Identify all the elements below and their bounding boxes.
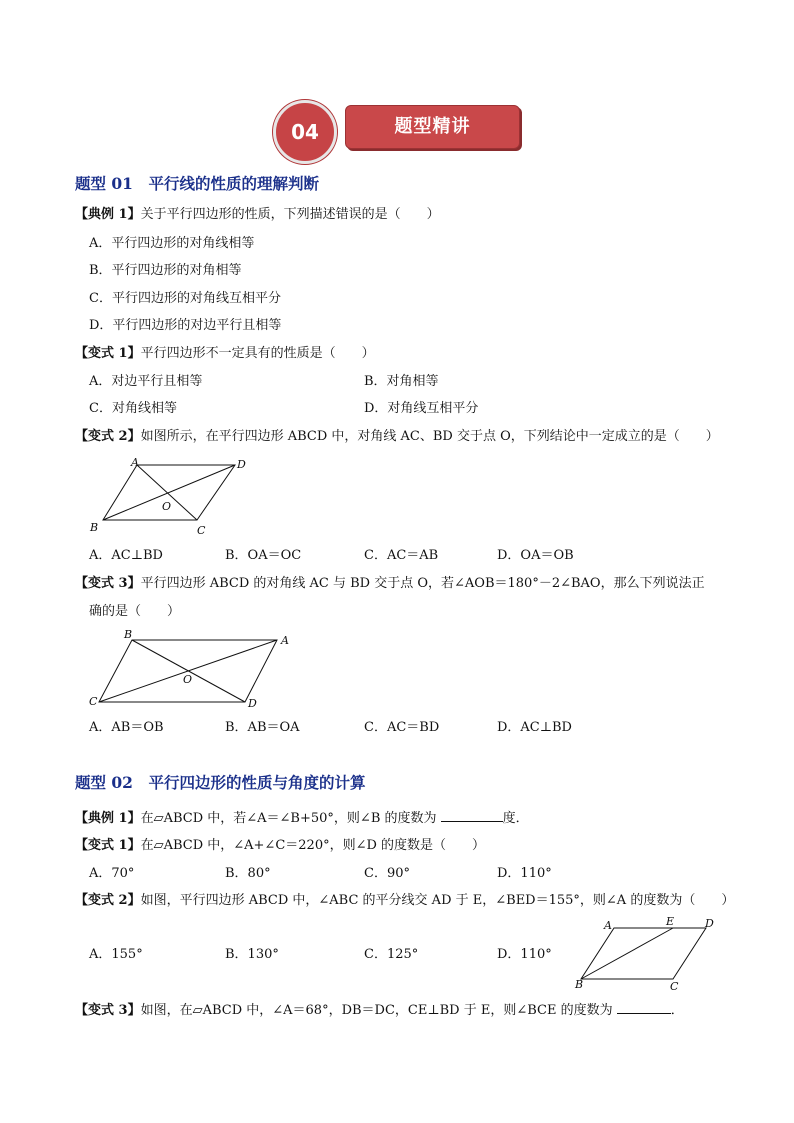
example-1-stem [75, 809, 529, 827]
variant-label: 【变式 3】 [75, 576, 141, 591]
example-label: 【典例 1】 [75, 811, 141, 826]
option-c: C．对角线相等 [89, 401, 177, 416]
option-d: D．OA＝OB [497, 548, 574, 563]
variant-2-stem [75, 429, 719, 445]
section-title-banner [345, 105, 520, 149]
point-label: A [604, 919, 612, 932]
question-text: 平行四边形不一定具有的性质是（ ） [140, 346, 375, 361]
question-text-end: ． [670, 1003, 684, 1018]
question-text: 如图，平行四边形 ABCD 中，∠ABC 的平分线交 AD 于 E，∠BED＝155°，则∠A 的度数为（ ） [140, 893, 735, 908]
option-c: C．平行四边形的对角线互相平分 [89, 291, 281, 306]
parallelogram-figure-3 [570, 913, 720, 993]
question-type-heading-1: 题型 01 平行线的性质的理解判断 [75, 174, 319, 193]
option-d: D．平行四边形的对边平行且相等 [89, 318, 282, 333]
option-d: D．110° [497, 866, 552, 881]
variant-label: 【变式 3】 [75, 1003, 141, 1018]
option-d: D．对角线互相平分 [364, 401, 479, 416]
option-b: B．130° [225, 947, 279, 962]
section-title: 题型精讲 [394, 116, 471, 137]
option-a: A．平行四边形的对角线相等 [89, 236, 255, 251]
question-text: 在▱ABCD 中，∠A+∠C＝220°，则∠D 的度数是（ ） [140, 838, 486, 853]
option-b: B．OA＝OC [225, 548, 302, 563]
option-b: B．80° [225, 866, 271, 881]
parallelogram-figure-2 [85, 624, 300, 714]
option-a: A．AB＝OB [89, 720, 164, 735]
point-label: B [124, 628, 133, 641]
variant-label: 【变式 2】 [75, 429, 141, 444]
point-label: D [705, 917, 714, 930]
point-label: E [666, 915, 675, 928]
option-c: C．125° [364, 947, 419, 962]
point-label: B [90, 521, 99, 534]
question-text-end: 度． [502, 811, 529, 826]
option-a: A．AC⊥BD [89, 548, 163, 563]
variant-2-stem [75, 893, 734, 909]
option-b: B．AB＝OA [225, 720, 300, 735]
point-label: C [670, 980, 679, 993]
point-label: D [237, 458, 246, 471]
point-label: O [162, 500, 172, 513]
option-c: C．90° [364, 866, 410, 881]
question-type-heading-2: 题型 02 平行四边形的性质与角度的计算 [75, 773, 366, 792]
point-label: D [248, 697, 257, 710]
point-label: C [197, 524, 206, 537]
question-text: 平行四边形 ABCD 的对角线 AC 与 BD 交于点 O，若∠AOB＝180°－2∠BAO，那么下列说法正 [140, 576, 705, 591]
variant-3-stem-continued: 确的是（ ） [89, 604, 181, 619]
question-text: 关于平行四边形的性质，下列描述错误的是（ ） [140, 207, 440, 222]
variant-label: 【变式 2】 [75, 893, 141, 908]
answer-blank[interactable] [441, 809, 503, 822]
option-a: A．对边平行且相等 [89, 374, 203, 389]
option-a: A．70° [89, 866, 135, 881]
variant-3-stem [75, 576, 705, 592]
option-d: D．AC⊥BD [497, 720, 572, 735]
option-c: C．AC＝AB [364, 548, 439, 563]
variant-label: 【变式 1】 [75, 838, 141, 853]
variant-1-stem [75, 346, 375, 362]
example-label: 【典例 1】 [75, 207, 141, 222]
option-a: A．155° [89, 947, 143, 962]
option-d: D．110° [497, 947, 552, 962]
point-label: B [575, 978, 584, 991]
option-b: B．对角相等 [364, 374, 439, 389]
point-label: O [183, 673, 193, 686]
variant-1-stem [75, 838, 485, 854]
question-text: 如图所示，在平行四边形 ABCD 中，对角线 AC、BD 交于点 O，下列结论中一定成立的是（ ） [140, 429, 719, 444]
option-c: C．AC＝BD [364, 720, 440, 735]
option-b: B．平行四边形的对角相等 [89, 263, 242, 278]
question-text: 在▱ABCD 中，若∠A＝∠B+50°，则∠B 的度数为 [140, 811, 437, 826]
point-label: A [131, 456, 139, 469]
section-number-badge [273, 100, 337, 164]
section-number: 04 [291, 120, 319, 144]
example-1-stem [75, 207, 440, 223]
point-label: C [89, 695, 98, 708]
question-text: 如图，在▱ABCD 中，∠A＝68°，DB＝DC，CE⊥BD 于 E，则∠BCE 的度数为 [140, 1003, 613, 1018]
parallelogram-figure-1 [85, 452, 255, 538]
variant-label: 【变式 1】 [75, 346, 141, 361]
answer-blank[interactable] [617, 1001, 671, 1014]
point-label: A [281, 634, 289, 647]
variant-3-stem [75, 1001, 684, 1019]
